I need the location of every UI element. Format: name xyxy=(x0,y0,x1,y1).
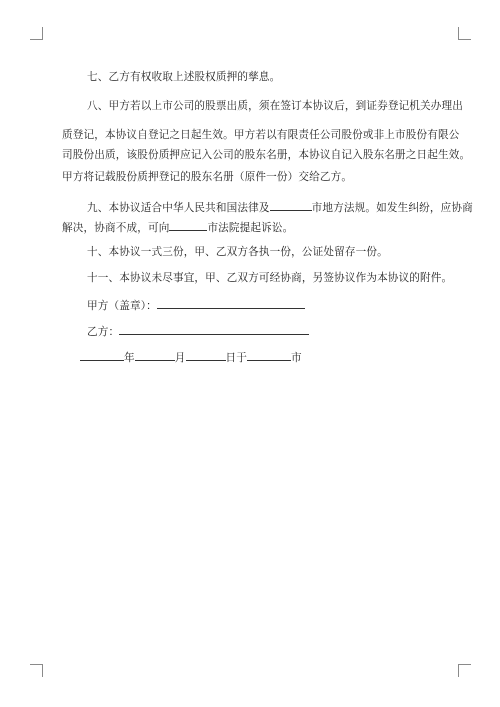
date-place-line xyxy=(80,349,302,365)
party-a-signature-line xyxy=(87,297,305,313)
clause-10: 十、本协议一式三份，甲、乙双方各执一份，公证处留存一份。 xyxy=(87,246,388,258)
crop-mark-top-right xyxy=(458,27,471,40)
party-b-signature-line xyxy=(87,323,309,339)
clause-8-line-4: 甲方将记载股份质押登记的股东名册（原件一份）交给乙方。 xyxy=(62,171,353,183)
clause-9-line-1 xyxy=(87,199,473,215)
clause-9-text-c: 解决，协商不成，可向 xyxy=(62,222,170,234)
clause-9-text-b: 市地方法规。如发生纠纷，应协商 xyxy=(311,202,473,214)
clause-11: 十一、本协议未尽事宜，甲、乙双方可经协商，另签协议作为本协议的附件。 xyxy=(87,272,453,284)
clause-9-text-d: 市法院提起诉讼。 xyxy=(207,222,294,234)
day-blank[interactable] xyxy=(186,349,226,361)
year-blank[interactable] xyxy=(80,349,124,361)
year-label: 年 xyxy=(124,352,135,364)
party-b-blank[interactable] xyxy=(119,323,309,335)
city-label: 市 xyxy=(291,352,302,364)
clause-9-text-a: 九、本协议适合中华人民共和国法律及 xyxy=(87,202,270,214)
state-blank[interactable] xyxy=(270,199,312,211)
crop-mark-bottom-left xyxy=(30,664,43,677)
clause-8-line-2: 质登记，本协议自登记之日起生效。甲方若以有限责任公司股份或非上市股份有限公 xyxy=(62,129,460,141)
clause-9-line-2 xyxy=(62,219,293,235)
clause-8-line-3: 司股份出质，该股份质押应记入公司的股东名册，本协议自记入股东名册之日起生效。 xyxy=(62,149,471,161)
crop-mark-bottom-right xyxy=(458,664,471,677)
party-a-blank[interactable] xyxy=(157,297,305,309)
month-blank[interactable] xyxy=(135,349,175,361)
party-b-label: 乙方： xyxy=(87,326,120,338)
day-at-label: 日于 xyxy=(225,352,247,364)
court-city-blank[interactable] xyxy=(169,219,207,231)
clause-7: 七、乙方有权收取上述股权质押的孳息。 xyxy=(87,71,281,83)
month-label: 月 xyxy=(174,352,186,364)
clause-8-line-1: 八、甲方若以上市公司的股票出质，须在签订本协议后，到证券登记机关办理出 xyxy=(87,100,464,112)
crop-mark-top-left xyxy=(30,27,43,40)
party-a-label: 甲方（盖章）： xyxy=(87,300,157,312)
city-blank[interactable] xyxy=(247,349,291,361)
